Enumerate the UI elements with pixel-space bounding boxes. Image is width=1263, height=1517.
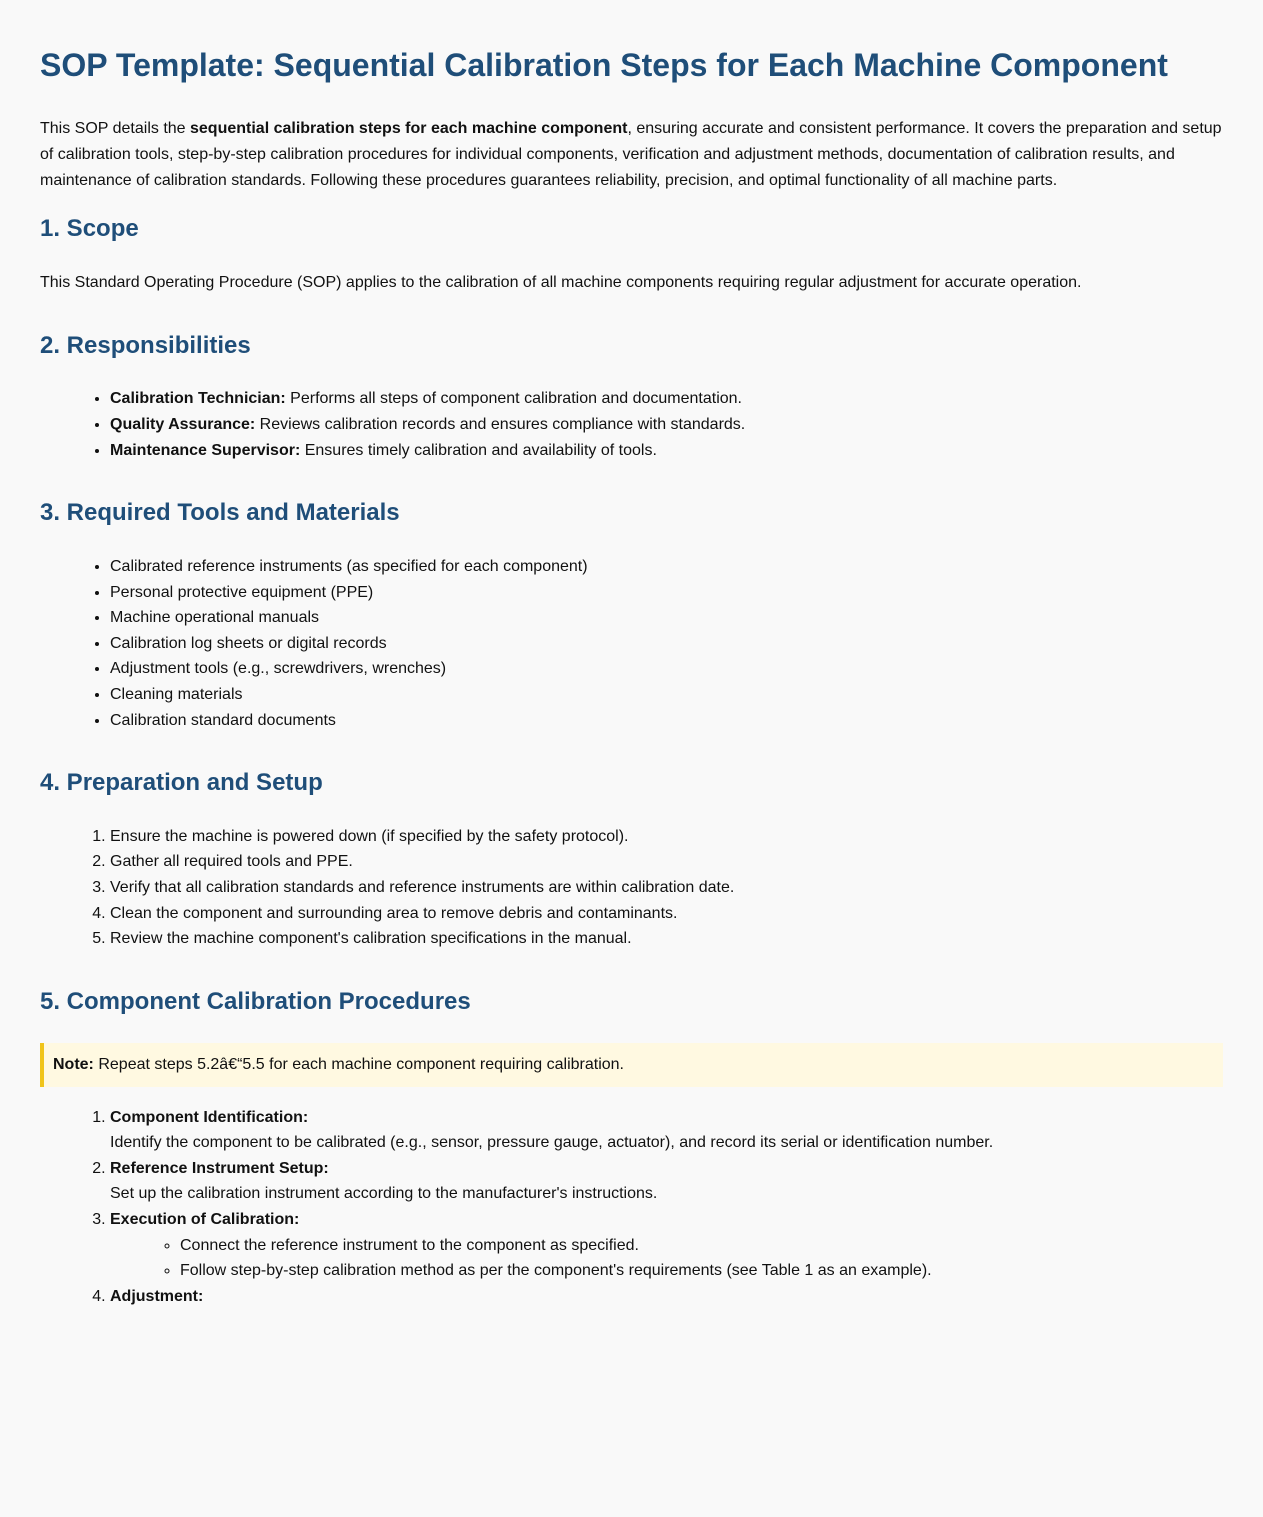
- step-title: Adjustment:: [110, 1287, 204, 1305]
- step-description: Identify the component to be calibrated (e.g., sensor, pressure gauge, actuator), and record its serial or identification number.: [110, 1134, 994, 1152]
- list-item: 3. Verify that all calibration standards and reference instruments are within calibration date.: [110, 875, 1223, 901]
- scope-section: [40, 215, 1223, 295]
- responsibilities-list: [40, 386, 1223, 463]
- step-title: Reference Instrument Setup:: [110, 1159, 329, 1177]
- tools-section: [40, 499, 1223, 733]
- procedure-step: [110, 1284, 1223, 1310]
- list-item: • Adjustment tools (e.g., screwdrivers, wrenches): [110, 656, 1223, 682]
- step-substeps: [110, 1233, 1223, 1284]
- role-description: Performs all steps of component calibration and documentation.: [285, 390, 742, 408]
- note-label: Note:: [53, 1055, 94, 1073]
- list-item: • Calibration standard documents: [110, 708, 1223, 734]
- page-title: SOP Template: Sequential Calibration Steps for Each Machine Component: [40, 47, 1168, 83]
- scope-heading: 1. Scope: [40, 215, 139, 243]
- preparation-section: [40, 769, 1223, 952]
- role-name: Maintenance Supervisor:: [110, 441, 301, 459]
- procedure-step: [110, 1207, 1223, 1284]
- responsibilities-section: [40, 332, 1223, 464]
- procedures-heading: 5. Component Calibration Procedures: [40, 987, 471, 1015]
- procedure-step: [110, 1105, 1223, 1156]
- list-item: 2. Gather all required tools and PPE.: [110, 849, 1223, 875]
- list-item: [110, 438, 1223, 464]
- tools-heading: 3. Required Tools and Materials: [40, 499, 400, 527]
- role-name: Calibration Technician:: [110, 390, 286, 408]
- note-box: [40, 1043, 1223, 1087]
- preparation-heading: 4. Preparation and Setup: [40, 769, 323, 797]
- list-item: • Personal protective equipment (PPE): [110, 580, 1223, 606]
- list-item: ◦ Follow step-by-step calibration method as per the component's requirements (see Table 1 as an example).: [180, 1258, 1223, 1284]
- procedure-steps-list: [40, 1105, 1223, 1310]
- list-item: • Calibrated reference instruments (as specified for each component): [110, 554, 1223, 580]
- list-item: [110, 412, 1223, 438]
- list-item: 1. Ensure the machine is powered down (if specified by the safety protocol).: [110, 824, 1223, 850]
- role-name: Quality Assurance:: [110, 415, 256, 433]
- note-text: Repeat steps 5.2â€“5.5 for each machine component requiring calibration.: [93, 1055, 624, 1073]
- role-description: Reviews calibration records and ensures compliance with standards.: [255, 415, 746, 433]
- list-item: [110, 386, 1223, 412]
- procedure-step: [110, 1156, 1223, 1207]
- list-item: • Machine operational manuals: [110, 605, 1223, 631]
- role-description: Ensures timely calibration and availability of tools.: [300, 441, 657, 459]
- intro-paragraph: [40, 116, 1223, 193]
- preparation-list: [40, 824, 1223, 952]
- step-title: Component Identification:: [110, 1108, 309, 1126]
- tools-list: [40, 554, 1223, 733]
- scope-text: This Standard Operating Procedure (SOP) applies to the calibration of all machine components requiring regular adjustment for accurate operation.: [40, 273, 1082, 291]
- procedures-section: [40, 988, 1223, 1310]
- step-title: Execution of Calibration:: [110, 1211, 300, 1229]
- intro-emphasis: sequential calibration steps for each machine component: [190, 120, 628, 138]
- list-item: • Cleaning materials: [110, 682, 1223, 708]
- step-description: Set up the calibration instrument according to the manufacturer's instructions.: [110, 1185, 658, 1203]
- list-item: 5. Review the machine component's calibration specifications in the manual.: [110, 926, 1223, 952]
- list-item: 4. Clean the component and surrounding area to remove debris and contaminants.: [110, 901, 1223, 927]
- responsibilities-heading: 2. Responsibilities: [40, 331, 251, 359]
- intro-text-start: This SOP details the: [40, 120, 190, 138]
- list-item: • Calibration log sheets or digital records: [110, 631, 1223, 657]
- list-item: ◦ Connect the reference instrument to the component as specified.: [180, 1233, 1223, 1259]
- intro-text-end: , ensuring accurate and consistent performance. It covers the preparation and setup of calibration tools, step-by-step calibration procedures for individual components, verification and adjustment methods, documentation of calibration results, and maintenance of calibration standards. Following these procedures guarantees reliability, precision, and optimal functionality of all machine parts.: [40, 120, 1222, 189]
